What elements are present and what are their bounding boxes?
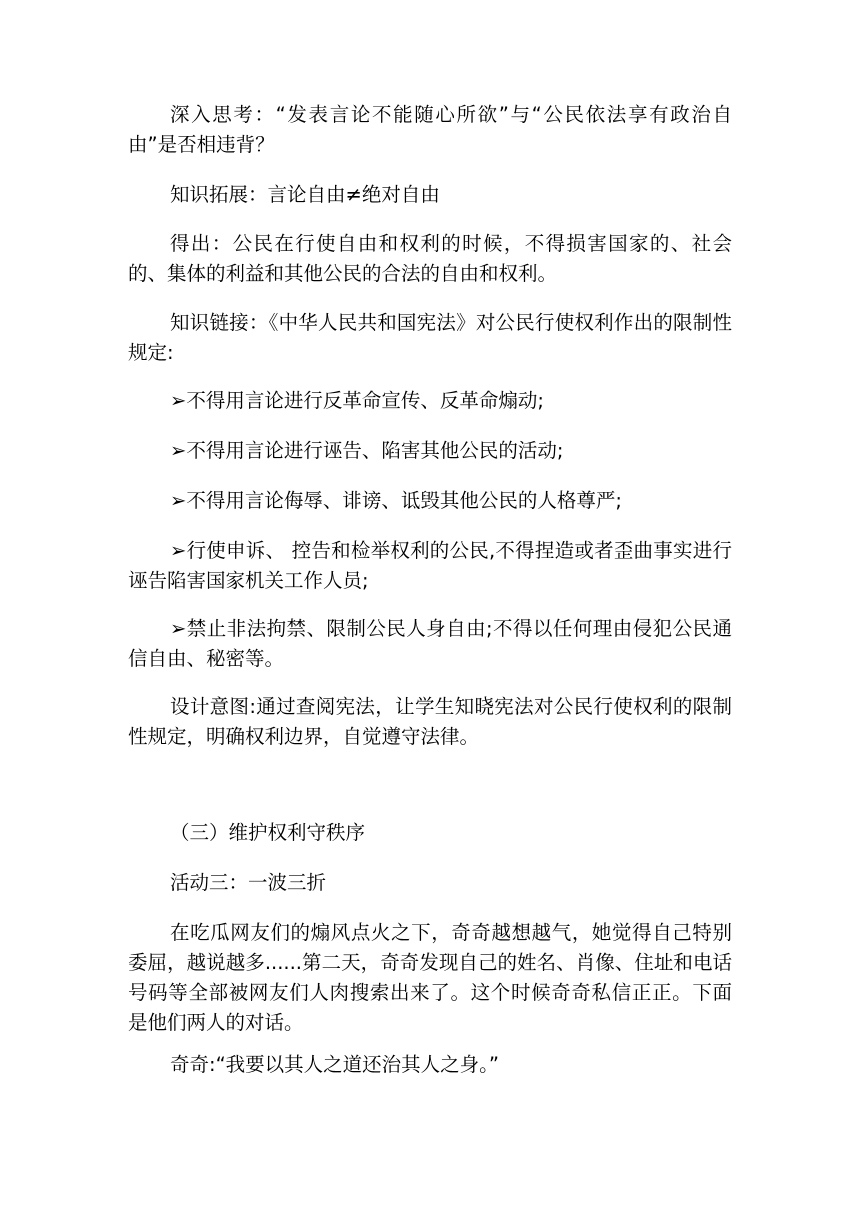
- list-item-restriction-1: ➢不得用言论进行反革命宣传、反革命煽动;: [170, 389, 544, 412]
- paragraph-deep-thinking: 深入思考：“发表言论不能随心所欲”与“公民依法享有政治自由”是否相违背？: [128, 103, 732, 156]
- list-item-restriction-5: ➢禁止非法拘禁、限制公民人身自由;不得以任何理由侵犯公民通信自由、秘密等。: [128, 617, 732, 670]
- list-item-restriction-4: ➢行使申诉、 控告和检举权利的公民,不得捏造或者歪曲事实进行诬告陷害国家机关工作人员;: [128, 539, 732, 592]
- paragraph-design-intent: 设计意图:通过查阅宪法，让学生知晓宪法对公民行使权利的限制性规定，明确权利边界，自觉遵守法律。: [128, 695, 732, 748]
- list-item-restriction-2: ➢不得用言论进行诬告、陷害其他公民的活动;: [170, 439, 564, 462]
- activity-title: 活动三：一波三折: [170, 871, 327, 894]
- paragraph-story: 在吃瓜网友们的煽风点火之下，奇奇越想越气，她觉得自己特别委屈，越说越多......第二天，奇奇发现自己的姓名、肖像、住址和电话号码等全部被网友们人肉搜索出来了。这个时候奇奇私信正正。下面是他们两人的对话。: [128, 921, 732, 1034]
- paragraph-conclusion: 得出：公民在行使自由和权利的时候，不得损害国家的、社会的、集体的利益和其他公民的合法的自由和权利。: [128, 232, 732, 285]
- paragraph-knowledge-expansion: 知识拓展：言论自由≠绝对自由: [170, 183, 440, 206]
- paragraph-knowledge-link: 知识链接：《中华人民共和国宪法》对公民行使权利作出的限制性规定:: [128, 311, 732, 364]
- list-item-restriction-3: ➢不得用言论侮辱、诽谤、诋毁其他公民的人格尊严;: [170, 489, 622, 512]
- dialogue-line: 奇奇:“我要以其人之道还治其人之身。”: [170, 1053, 500, 1076]
- section-heading: （三）维护权利守秩序: [170, 821, 366, 844]
